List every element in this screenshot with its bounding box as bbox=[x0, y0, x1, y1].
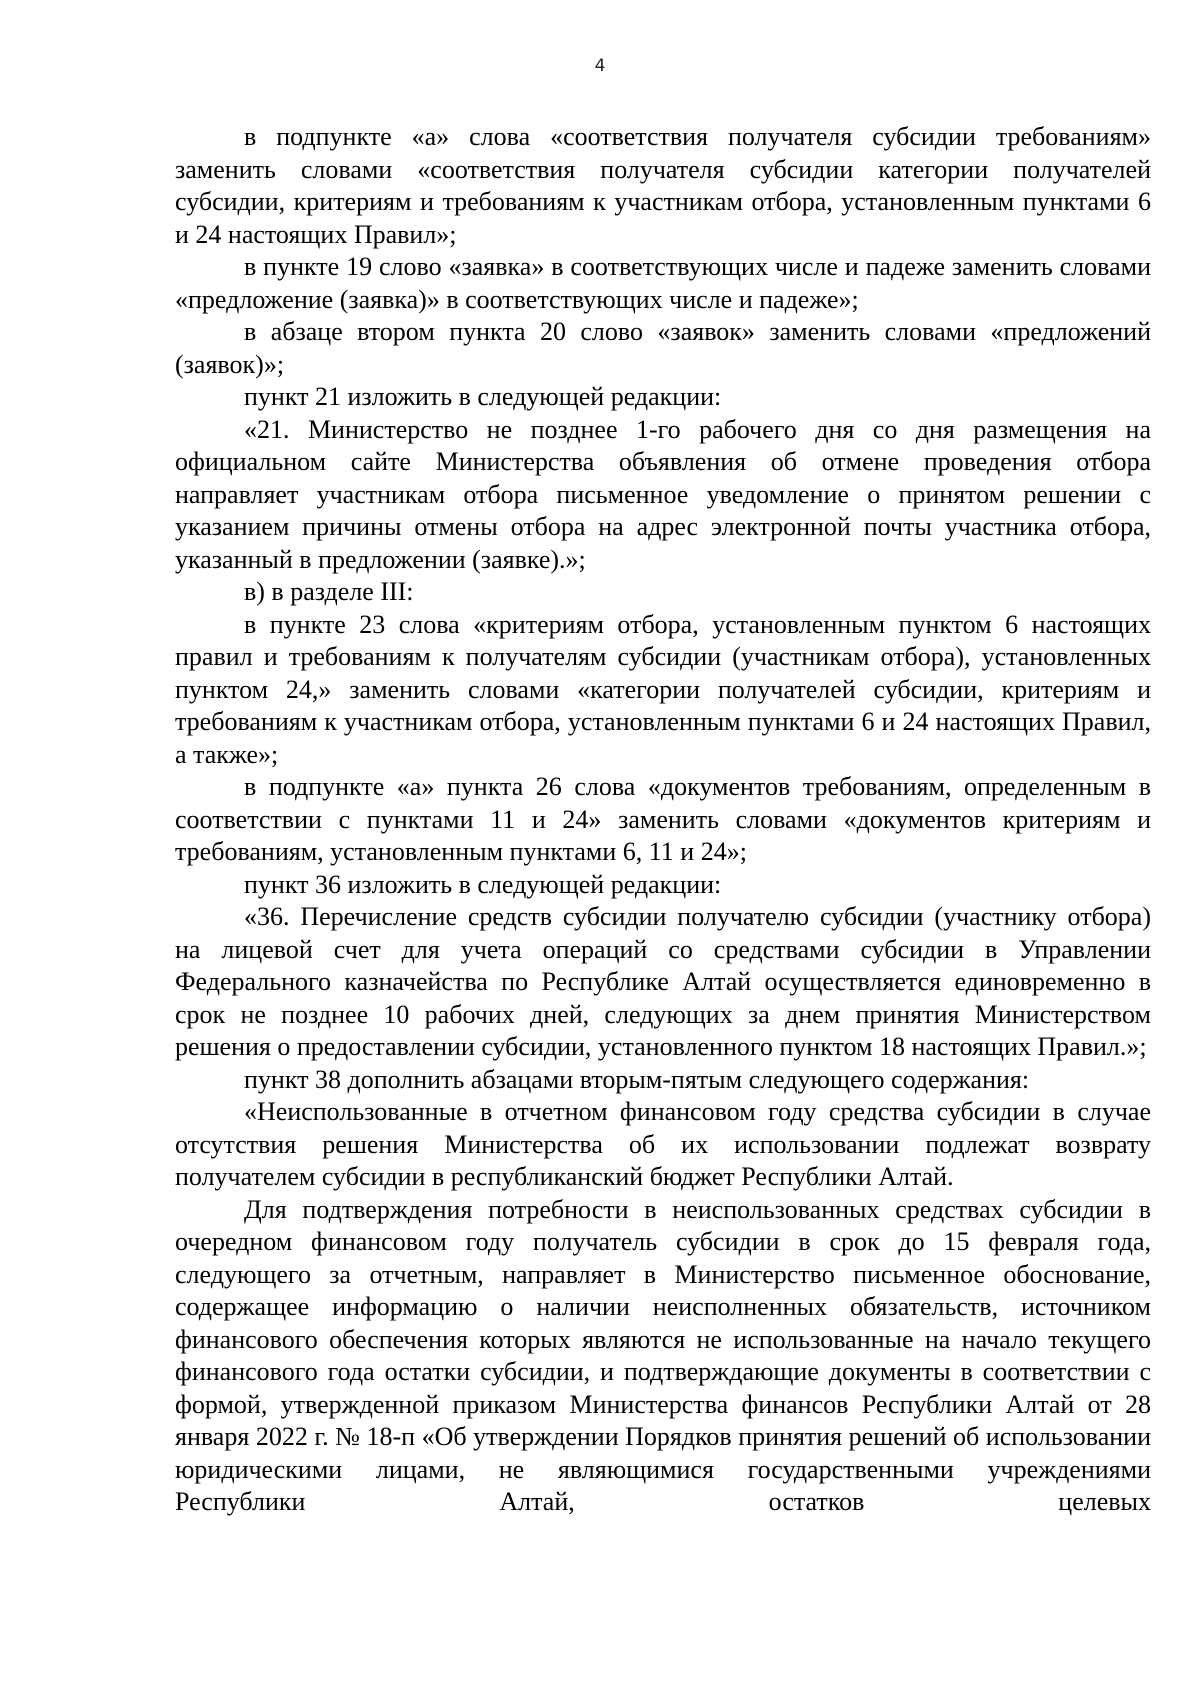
paragraph-point-21-text: «21. Министерство не позднее 1-го рабочего дня со дня размещения на официальном сайте Министерства объявления об отмене проведения отбора направляет участникам отбора письменное уведомление о принятом решении с указанием причины отмены отбора на адрес электронной почты участника отбора, указанный в предложении (заявке).»; bbox=[175, 414, 1151, 574]
paragraph-point-26: в подпункте «а» пункта 26 слова «документов требованиям, определенным в соответствии с пунктами 11 и 24» заменить словами «документов критериям и требованиям, установленным пунктами 6, 11 и 24»; bbox=[175, 772, 1151, 866]
paragraph-subpoint-a: в подпункте «а» слова «соответствия получателя субсидии требованиям» заменить словами «соответствия получателя субсидии категории получателей субсидии, критериям и требованиям к участникам отбора, установленным пунктами 6 и 24 настоящих Правил»; bbox=[175, 122, 1151, 249]
paragraph-confirmation-need: Для подтверждения потребности в неиспользованных средствах субсидии в очередном финансовом году получатель субсидии в срок до 15 февраля года, следующего за отчетным, направляет в Министерство письменное обоснование, содержащее информацию о наличии неисполненных обязательств, источником финансового обеспечения которых являются не использованные на начало текущего финансового года остатки субсидии, и подтверждающие документы в соответствии с формой, утвержденной приказом Министерства финансов Республики Алтай от 28 января 2022 г. № 18-п «Об утверждении Порядков принятия решений об использовании юридическими лицами, не являющимися государственными учреждениями Республики Алтай, остатков целевых bbox=[175, 1194, 1151, 1516]
page-number: 4 bbox=[594, 56, 606, 76]
paragraph-unused-funds: «Неиспользованные в отчетном финансовом году средства субсидии в случае отсутствия решения Министерства об их использовании подлежат возврату получателем субсидии в республиканский бюджет Республики Алтай. bbox=[175, 1097, 1151, 1191]
paragraph-section-3: в) в разделе III: bbox=[244, 577, 414, 606]
paragraph-point-36-intro: пункт 36 изложить в следующей редакции: bbox=[244, 869, 722, 899]
paragraph-point-21-intro: пункт 21 изложить в следующей редакции: bbox=[244, 382, 722, 411]
document-body bbox=[175, 121, 1151, 1519]
paragraph-point-20: в абзаце втором пункта 20 слово «заявок» заменить словами «предложений (заявок)»; bbox=[175, 317, 1151, 379]
paragraph-point-23: в пункте 23 слова «критериям отбора, установленным пунктом 6 настоящих правил и требованиям к получателям субсидии (участникам отбора), установленных пунктом 24,» заменить словами «категории получателей субсидии, критериям и требованиям к участникам отбора, установленным пунктами 6 и 24 настоящих Правил, а также»; bbox=[175, 609, 1151, 769]
paragraph-point-38-intro: пункт 38 дополнить абзацами вторым-пятым следующего содержания: bbox=[244, 1064, 1030, 1094]
paragraph-point-36-text: «36. Перечисление средств субсидии получателю субсидии (участнику отбора) на лицевой счет для учета операций со средствами субсидии в Управлении Федерального казначейства по Республике Алтай осуществляется единовременно в срок не позднее 10 рабочих дней, следующих за днем принятия Министерством решения о предоставлении субсидии, установленного пунктом 18 настоящих Правил.»; bbox=[175, 902, 1151, 1061]
paragraph-point-19: в пункте 19 слово «заявка» в соответствующих числе и падеже заменить словами «предложение (заявка)» в соответствующих числе и падеже»; bbox=[175, 252, 1151, 314]
